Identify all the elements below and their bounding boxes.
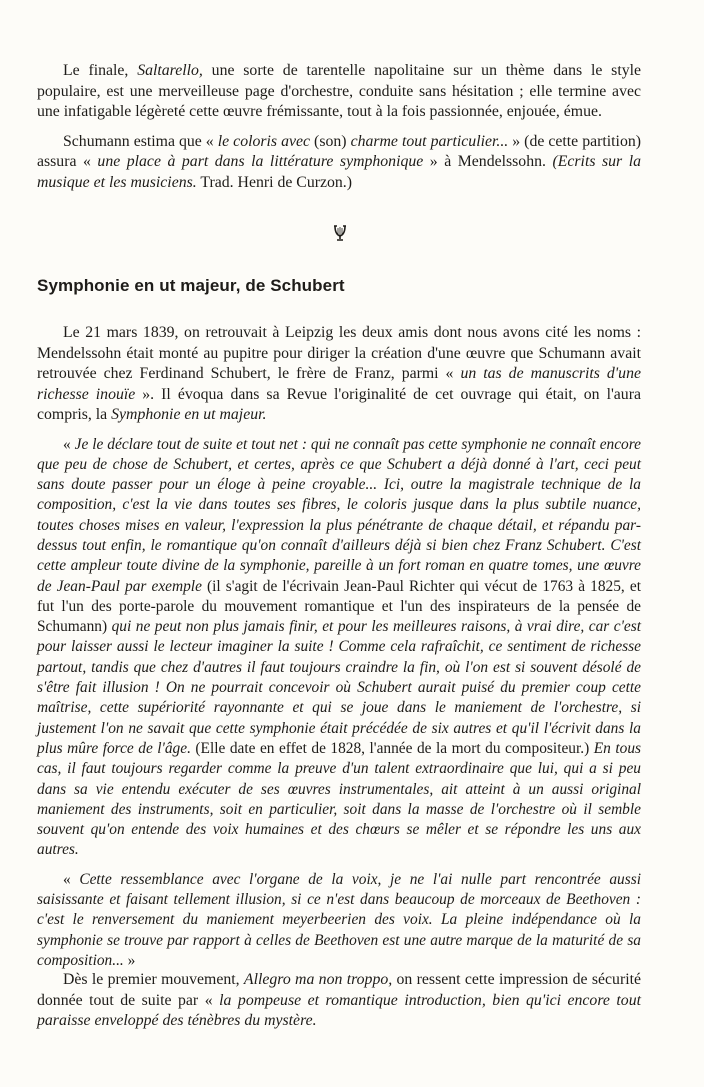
schubert-section [37, 323, 641, 971]
first-movement-paragraph: Dès le premier mouvement, Allegro ma non troppo, on ressent cette impression de sécurité donnée tout de suite par « la pompeuse et romantique introduction, bien qu'ici encore tout paraisse enveloppé des ténèbres du mystère. [37, 971, 641, 1029]
leipzig-paragraph: Le 21 mars 1839, on retrouvait à Leipzig les deux amis dont nous avons cité les noms : Mendelssohn était monté au pupitre pour diriger la création d'une œuvre que Schumann avait retrouvée chez Ferdinand Schubert, le frère de Franz, parmi « un tas de manuscrits d'une richesse inouïe ». Il évoqua dans sa Revue l'originalité de cet ouvrage qui était, on l'aura compris, la Symphonie en ut majeur. [37, 324, 641, 423]
schumann-citation [37, 435, 641, 972]
first-movement-section [37, 970, 641, 1032]
finale-paragraph: Le finale, Saltarello, une sorte de tarentelle napolitaine sur un thème dans le style populaire, est une merveilleuse page d'orchestre, conduite sans hésitation ; elle termine avec une infatigable légèreté cette œuvre frémissante, tout à la fois passionnée, enjouée, émue. [37, 62, 642, 120]
schumann-quote-paragraph: Schumann estima que « le coloris avec (son) charme tout particulier... » (de cette partition) assura « une place à part dans la littérature symphonique » à Mendelssohn. (Ecrits sur la musique et les musiciens. Trad. Henri de Curzon.) [37, 132, 642, 191]
intro-section [37, 61, 641, 193]
quote-paragraph-2: « Cette ressemblance avec l'organe de la voix, je ne l'ai nulle part rencontrée aussi saisissante et faisant tellement illusion, si ce n'est dans beaucoup de morceaux de Beethoven : c'est le renversement du maniement meyerbeerien des voix. La pleine indépendance où la symphonie se trouve par rapport à celles de Beethoven est une autre marque de la maturité de sa composition... » [37, 870, 641, 969]
quote-paragraph-1: « Je le déclare tout de suite et tout net : qui ne connaît pas cette symphonie ne connaît encore que peu de chose de Schubert, et certes, après ce que Schubert a déjà donné à l'art, ceci peut sans doute passer pour un éloge à peine croyable... Ici, outre la magistrale technique de la composition, c'est la vie dans toutes ses fibres, le coloris jusque dans la plus subtile nuance, toutes choses mises en valeur, l'expression la plus pénétrante de chaque détail, et répandu par-dessus tout enfin, le romantique qu'on connaît d'ailleurs déjà si bien chez Franz Schubert. C'est cette ampleur toute divine de la symphonie, pareille à un fort roman en quatre tomes, une œuvre de Jean-Paul par exemple (il s'agit de l'écrivain Jean-Paul Richter qui vécut de 1763 à 1825, et fut l'un des porte-parole du mouvement romantique et l'un des inspirateurs de la pensée de Schumann) qui ne peut non plus jamais finir, et pour les meilleures raisons, à vrai dire, car c'est pour laisser aussi le lecteur imaginer la suite ! Comme cela rafraîchit, ce sentiment de richesse partout, tandis que chez d'autres il faut toujours craindre la fin, où l'on est si souvent désolé de s'être fait illusion ! On ne pourrait concevoir où Schubert aurait puisé du premier coup cette maîtrise, cette supériorité rayonnante et qui se joue dans le maniement de l'orchestre, si justement l'on ne savait que cette symphonie était précédée de six autres et qu'il l'écrivit dans la plus mûre force de l'âge. (Elle date en effet de 1828, l'année de la mort du compositeur.) En tous cas, il faut toujours regarder comme la preuve d'un talent extraordinaire que lui, qui a si peu dans sa vie entendu exécuter de ses œuvres instrumentales, ait atteint à un aussi original maniement des instruments, soit en particulier, soit dans la masse de l'orchestre où il semble souvent qu'on entende des voix humaines et des chœurs se mêler et se répondre les uns aux autres. [37, 435, 642, 859]
lyre-ornament-icon [333, 224, 347, 242]
section-heading: Symphonie en ut majeur, de Schubert [37, 276, 345, 295]
